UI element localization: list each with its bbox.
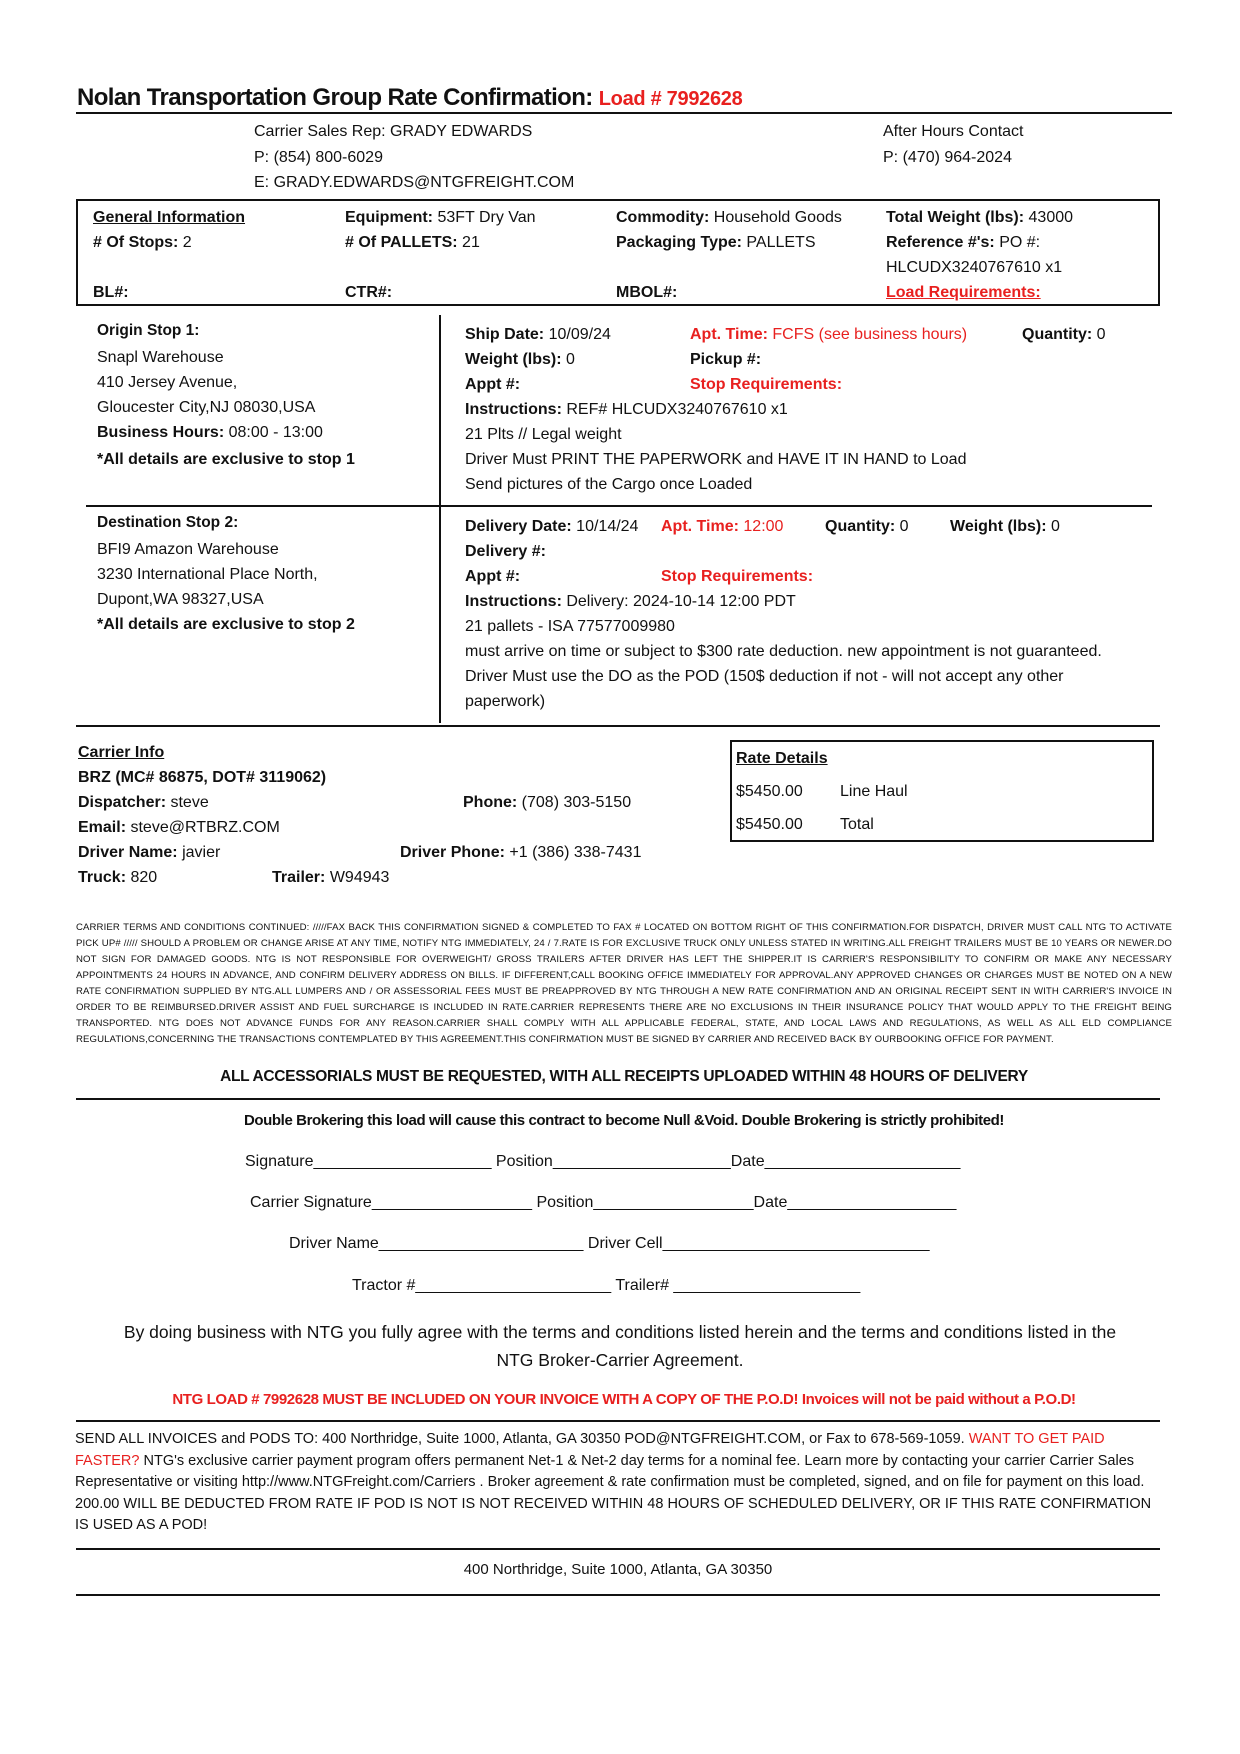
dispatcher: Dispatcher: steve xyxy=(78,794,209,811)
footer-top-rule xyxy=(76,1548,1160,1550)
packaging-type: Packaging Type: PALLETS xyxy=(616,234,816,251)
origin-weight: Weight (lbs): 0 xyxy=(465,351,575,368)
origin-address-line2: Gloucester City,NJ 08030,USA xyxy=(97,399,316,416)
total-label: Total xyxy=(840,816,874,833)
carrier-email: Email: steve@RTBRZ.COM xyxy=(78,819,280,836)
mbol-number: MBOL#: xyxy=(616,284,678,301)
reference-value: HLCUDX3240767610 x1 xyxy=(886,259,1063,276)
invoice-instructions: SEND ALL INVOICES and PODS TO: 400 Northridge, Suite 1000, Atlanta, GA 30350 POD@NTGFREIGHT.COM, or Fax to 678-569-1059. WANT TO GET PAID FASTER? NTG's exclusive carrier payment program offers permanent Net-1 & Net-2 day terms for a nominal fee. Learn more by contacting your carrier Carrier Sales Representative or visiting http://www.NTGFreight.com/Carriers . Broker agreement & rate confirmation must be completed, signed, and on file for payment on this load. 200.00 WILL BE DEDUCTED FROM RATE IF POD IS NOT IS NOT RECEIVED WITHIN 48 HOURS OF SCHEDULED DELIVERY, OR IF THIS RATE CONFIRMATION IS USED AS A POD! xyxy=(75,1431,1152,1533)
destination-name: BFI9 Amazon Warehouse xyxy=(97,541,279,558)
footer-address: 400 Northridge, Suite 1000, Atlanta, GA 30350 xyxy=(463,1561,773,1578)
destination-divider xyxy=(439,505,441,723)
destination-instruction-line2: 21 pallets - ISA 77577009980 xyxy=(465,618,675,635)
driver-phone: Driver Phone: +1 (386) 338-7431 xyxy=(400,844,642,861)
sales-rep: Carrier Sales Rep: GRADY EDWARDS xyxy=(254,123,533,140)
bl-number: BL#: xyxy=(93,284,129,301)
carrier-info-heading: Carrier Info xyxy=(78,744,165,761)
origin-quantity: Quantity: 0 xyxy=(1022,326,1106,343)
load-requirements-link[interactable]: Load Requirements: xyxy=(886,284,1041,301)
invoice-notice: NTG LOAD # 7992628 MUST BE INCLUDED ON YOUR INVOICE WITH A COPY OF THE P.O.D! Invoices will not be paid without a P.O.D! xyxy=(172,1391,1076,1408)
delivery-date: Delivery Date: 10/14/24 xyxy=(465,518,639,535)
carrier-phone: Phone: (708) 303-5150 xyxy=(463,794,632,811)
line-haul-label: Line Haul xyxy=(840,783,908,800)
destination-instruction-line3: must arrive on time or subject to $300 rate deduction. new appointment is not guaranteed. xyxy=(465,643,1102,660)
stops-bottom-rule xyxy=(76,725,1160,727)
driver-name-line[interactable]: Driver Name_______________________ Driver Cell______________________________ xyxy=(289,1235,930,1252)
destination-apt-time: Apt. Time: 12:00 xyxy=(661,518,784,535)
title-text: Nolan Transportation Group Rate Confirmation: xyxy=(77,84,593,111)
origin-instruction-line4: Send pictures of the Cargo once Loaded xyxy=(465,476,753,493)
carrier-signature-line[interactable]: Carrier Signature__________________ Position__________________Date___________________ xyxy=(250,1194,957,1211)
invoice-rule xyxy=(76,1420,1160,1422)
driver-name: Driver Name: javier xyxy=(78,844,221,861)
agreement-line2: NTG Broker-Carrier Agreement. xyxy=(496,1350,744,1370)
after-hours-contact: After Hours Contact xyxy=(883,123,1024,140)
origin-instruction-line3: Driver Must PRINT THE PAPERWORK and HAVE IT IN HAND to Load xyxy=(465,451,967,468)
origin-instruction-line2: 21 Plts // Legal weight xyxy=(465,426,622,443)
destination-appt-number: Appt #: xyxy=(465,568,521,585)
destination-instruction-line4: Driver Must use the DO as the POD (150$ deduction if not - will not accept any other xyxy=(465,668,1064,685)
trailer-number: Trailer: W94943 xyxy=(272,869,390,886)
agreement-line1: By doing business with NTG you fully agree with the terms and conditions listed herein and the terms and conditions listed in the xyxy=(123,1322,1117,1342)
after-hours-phone: P: (470) 964-2024 xyxy=(883,149,1012,166)
destination-instructions: Instructions: Delivery: 2024-10-14 12:00 PDT xyxy=(465,593,796,610)
destination-instruction-line5: paperwork) xyxy=(465,693,546,710)
destination-weight: Weight (lbs): 0 xyxy=(950,518,1060,535)
notice-rule xyxy=(76,1098,1160,1100)
destination-heading: Destination Stop 2: xyxy=(97,514,239,531)
sales-rep-phone: P: (854) 800-6029 xyxy=(254,149,383,166)
origin-stop-requirements[interactable]: Stop Requirements: xyxy=(690,376,843,393)
carrier-name: BRZ (MC# 86875, DOT# 3119062) xyxy=(78,769,327,786)
delivery-number: Delivery #: xyxy=(465,543,546,560)
reference-numbers: Reference #'s: PO #: xyxy=(886,234,1041,251)
general-info-heading: General Information xyxy=(93,209,246,226)
stop-separator xyxy=(86,505,1152,507)
origin-exclusive-note: *All details are exclusive to stop 1 xyxy=(97,451,355,468)
total-amount: $5450.00 xyxy=(736,816,803,833)
destination-stop-requirements[interactable]: Stop Requirements: xyxy=(661,568,814,585)
sales-rep-email: E: GRADY.EDWARDS@NTGFREIGHT.COM xyxy=(254,174,575,191)
title-rule xyxy=(76,112,1172,114)
signature-line[interactable]: Signature____________________ Position____________________Date______________________ xyxy=(245,1153,961,1170)
line-haul-amount: $5450.00 xyxy=(736,783,803,800)
destination-address-line2: Dupont,WA 98327,USA xyxy=(97,591,264,608)
get-paid-faster: WANT TO GET PAID FASTER? xyxy=(75,1431,1105,1469)
commodity: Commodity: Household Goods xyxy=(616,209,842,226)
truck-number: Truck: 820 xyxy=(78,869,158,886)
pickup-number: Pickup #: xyxy=(690,351,762,368)
tractor-trailer-line[interactable]: Tractor #______________________ Trailer# _____________________ xyxy=(352,1277,861,1294)
destination-quantity: Quantity: 0 xyxy=(825,518,909,535)
ctr-number: CTR#: xyxy=(345,284,393,301)
ship-date: Ship Date: 10/09/24 xyxy=(465,326,611,343)
origin-business-hours: Business Hours: 08:00 - 13:00 xyxy=(97,424,323,441)
destination-exclusive-note: *All details are exclusive to stop 2 xyxy=(97,616,355,633)
load-number: Load # 7992628 xyxy=(598,88,743,110)
origin-apt-time: Apt. Time: FCFS (see business hours) xyxy=(690,326,968,343)
footer-bottom-rule xyxy=(76,1594,1160,1596)
total-weight: Total Weight (lbs): 43000 xyxy=(886,209,1074,226)
destination-address-line1: 3230 International Place North, xyxy=(97,566,318,583)
page-title xyxy=(77,84,742,112)
origin-appt-number: Appt #: xyxy=(465,376,521,393)
origin-address-line1: 410 Jersey Avenue, xyxy=(97,374,238,391)
origin-name: Snapl Warehouse xyxy=(97,349,224,366)
rate-details-heading: Rate Details xyxy=(736,750,828,767)
double-brokering-notice: Double Brokering this load will cause this contract to become Null &Void. Double Brokering is strictly prohibited! xyxy=(243,1112,1005,1129)
equipment: Equipment: 53FT Dry Van xyxy=(345,209,536,226)
terms-and-conditions: CARRIER TERMS AND CONDITIONS CONTINUED: /////FAX BACK THIS CONFIRMATION SIGNED & COMPLETED TO FAX # LOCATED ON BOTTOM RIGHT OF THIS CONFIRMATION.FOR DISPATCH, DRIVER MUST CALL NTG TO ACTIVATE PICK UP# ///// SHOULD A PROBLEM OR CHANGE ARISE AT ANY TIME, NOTIFY NTG IMMEDIATELY, 24 / 7.RATE IS FOR EXCLUSIVE TRUCK ONLY UNLESS STATED IN WRITING.ALL FREIGHT TRAILERS MUST BE 10 YEARS OR NEWER.DO NOT SIGN FOR DAMAGED GOODS. NTG IS NOT RESPONSIBLE FOR OVERWEIGHT/ GROSS TRAILERS AFTER DRIVER HAS LEFT THE SHIPPER.IT IS CARRIER'S RESPONSIBILITY TO CONFIRM OR MAKE ANY NECESSARY APPOINTMENTS 24 HOURS IN ADVANCE, AND CONFIRM DELIVERY ADDRESS ON BILLS. IF DIFFERENT,CALL BOOKING OFFICE IMMEDIATELY FOR APPROVAL.ANY APPROVED CHANGES OR CHARGES MUST BE NOTED ON A NEW RATE CONFIRMATION SUPPLIED BY NTG.ALL LUMPERS AND / OR ASSESSORIAL FEES MUST BE PREAPPROVED BY NTG THROUGH A NEW RATE CONFIRMATION AND AN ORIGINAL RECEIPT SENT IN WITH CARRIER'S INVOICE IN ORDER TO BE REIMBURSED.DRIVER ASSIST AND FUEL SURCHARGE IS INCLUDED IN RATE.CARRIER REPRESENTS THERE ARE NO EXCLUSIONS IN THEIR INSURANCE POLICY THAT WOULD APPLY TO THE FREIGHT BEING TRANSPORTED. NTG DOES NOT ADVANCE FUNDS FOR ANY REASON.CARRIER SHALL COMPLY WITH ALL APPLICABLE FEDERAL, STATE, AND LOCAL LAWS AND REGULATIONS, AS WELL AS ALL ELD COMPLIANCE REGULATIONS,CONCERNING THE TRANSACTIONS CONTEMPLATED BY THIS AGREEMENT.THIS CONFIRMATION MUST BE SIGNED BY CARRIER AND RECEIVED BACK BY OURBOOKING OFFICE FOR PAYMENT. xyxy=(76,922,1172,1045)
accessorials-notice: ALL ACCESSORIALS MUST BE REQUESTED, WITH ALL RECEIPTS UPLOADED WITHIN 48 HOURS OF DELIVERY xyxy=(220,1068,1028,1085)
origin-instructions: Instructions: REF# HLCUDX3240767610 x1 xyxy=(465,401,788,418)
origin-divider xyxy=(439,315,441,505)
origin-heading: Origin Stop 1: xyxy=(97,322,200,339)
stops-count: # Of Stops: 2 xyxy=(93,234,192,251)
pallets-count: # Of PALLETS: 21 xyxy=(345,234,480,251)
